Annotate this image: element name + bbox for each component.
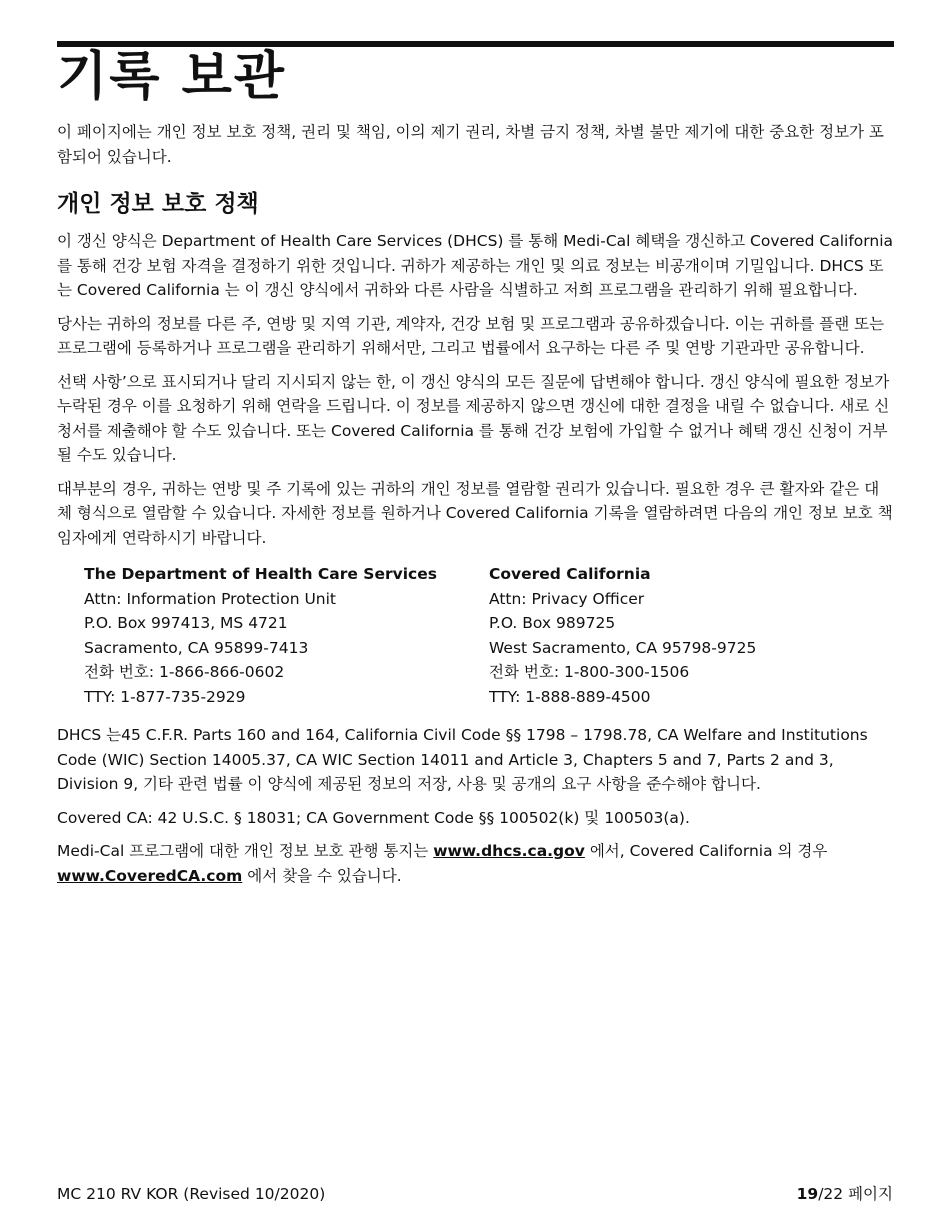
contact-city: West Sacramento, CA 95798-9725: [489, 638, 757, 657]
contact-attn: Attn: Information Protection Unit: [84, 589, 337, 608]
covered-ca-citation: Covered CA: 42 U.S.C. § 18031; CA Government Code §§ 100502(k) 및 100503(a).: [57, 808, 690, 827]
contact-attn: Attn: Privacy Officer: [489, 589, 645, 608]
privacy-notice-paragraph: [57, 839, 894, 888]
privacy-paragraph-3: 선택 사항’으로 표시되거나 달리 지시되지 않는 한, 이 갱신 양식의 모든 질문에 답변해야 합니다. 갱신 양식에 필요한 정보가 누락된 경우 이를 요청하기 위해 연락을 드립니다. 이 정보를 제공하지 않으면 갱신에 대한 결정을 내릴 수 없습니다. 새로 신청서를 제출해야 할 수도 있습니다. 또는 Covered California 를 통해 건강 보험에 가입할 수 없거나 혜택 갱신 신청이 거부될 수도 있습니다.: [57, 372, 890, 464]
privacy-heading: 개인 정보 보호 정책: [57, 191, 259, 217]
contact-tty: TTY: 1-877-735-2929: [84, 687, 246, 706]
notice-text-1: Medi-Cal 프로그램에 대한 개인 정보 보호 관행 통지는: [57, 842, 429, 860]
contact-phone: 전화 번호: 1-800-300-1506: [489, 663, 690, 681]
contact-dhcs: [84, 562, 489, 709]
contact-po-box: P.O. Box 989725: [489, 614, 616, 632]
contact-covered-california: [489, 562, 894, 709]
page-number: [797, 1183, 893, 1205]
contact-city: Sacramento, CA 95899-7413: [84, 638, 309, 657]
page-title: 기록 보관: [57, 47, 287, 107]
contact-addresses: [84, 562, 894, 709]
contact-tty: TTY: 1-888-889-4500: [489, 687, 651, 706]
intro-paragraph: 이 페이지에는 개인 정보 보호 정책, 권리 및 책임, 이의 제기 권리, 차별 금지 정책, 차별 불만 제기에 대한 중요한 정보가 포함되어 있습니다.: [57, 123, 884, 166]
page-current: 19: [796, 1185, 819, 1203]
contact-name: Covered California: [489, 565, 651, 583]
privacy-paragraph-1: 이 갱신 양식은 Department of Health Care Services (DHCS) 를 통해 Medi-Cal 혜택을 갱신하고 Covered California 를 통해 건강 보험 자격을 결정하기 위한 것입니다. 귀하가 제공하는 개인 및 의료 정보는 비공개이며 기밀입니다. DHCS 또는 Covered California 는 이 갱신 양식에서 귀하와 다른 사람을 식별하고 저희 프로그램을 관리하기 위해 필요합니다.: [57, 232, 894, 299]
coveredca-website-link[interactable]: www.CoveredCA.com: [57, 866, 243, 885]
contact-phone: 전화 번호: 1-866-866-0602: [84, 663, 285, 681]
notice-text-2: 에서, Covered California 의 경우: [589, 842, 828, 860]
contact-name: The Department of Health Care Services: [84, 565, 437, 583]
form-identifier: MC 210 RV KOR (Revised 10/2020): [57, 1185, 326, 1203]
document-body: [57, 120, 894, 897]
notice-text-3: 에서 찾을 수 있습니다.: [247, 866, 402, 885]
privacy-paragraph-2: 당사는 귀하의 정보를 다른 주, 연방 및 지역 기관, 계약자, 건강 보험 및 프로그램과 공유하겠습니다. 이는 귀하를 플랜 또는 프로그램에 등록하거나 프로그램을 관리하기 위해서만, 그리고 법률에서 요구하는 다른 주 및 연방 기관과만 공유합니다.: [57, 314, 885, 357]
dhcs-website-link[interactable]: www.dhcs.ca.gov: [433, 842, 585, 860]
contact-po-box: P.O. Box 997413, MS 4721: [84, 614, 288, 632]
privacy-paragraph-4: 대부분의 경우, 귀하는 연방 및 주 기록에 있는 귀하의 개인 정보를 열람할 권리가 있습니다. 필요한 경우 큰 활자와 같은 대체 형식으로 열람할 수 있습니다. 자세한 정보를 원하거나 Covered California 기록을 열람하려면 다음의 개인 정보 보호 책임자에게 연락하시기 바랍니다.: [57, 479, 893, 547]
legal-paragraph: DHCS 는45 C.F.R. Parts 160 and 164, California Civil Code §§ 1798 – 1798.78, CA Welfare and Institutions Code (WIC) Section 14005.37, CA WIC Section 14011 and Article 3, Chapters 5 and 7, Parts 2 and 3, Division 9, 기타 관련 법률 이 양식에 제공된 정보의 저장, 사용 및 공개의 요구 사항을 준수해야 합니다.: [57, 726, 868, 793]
page-total: /22 페이지: [818, 1185, 893, 1203]
